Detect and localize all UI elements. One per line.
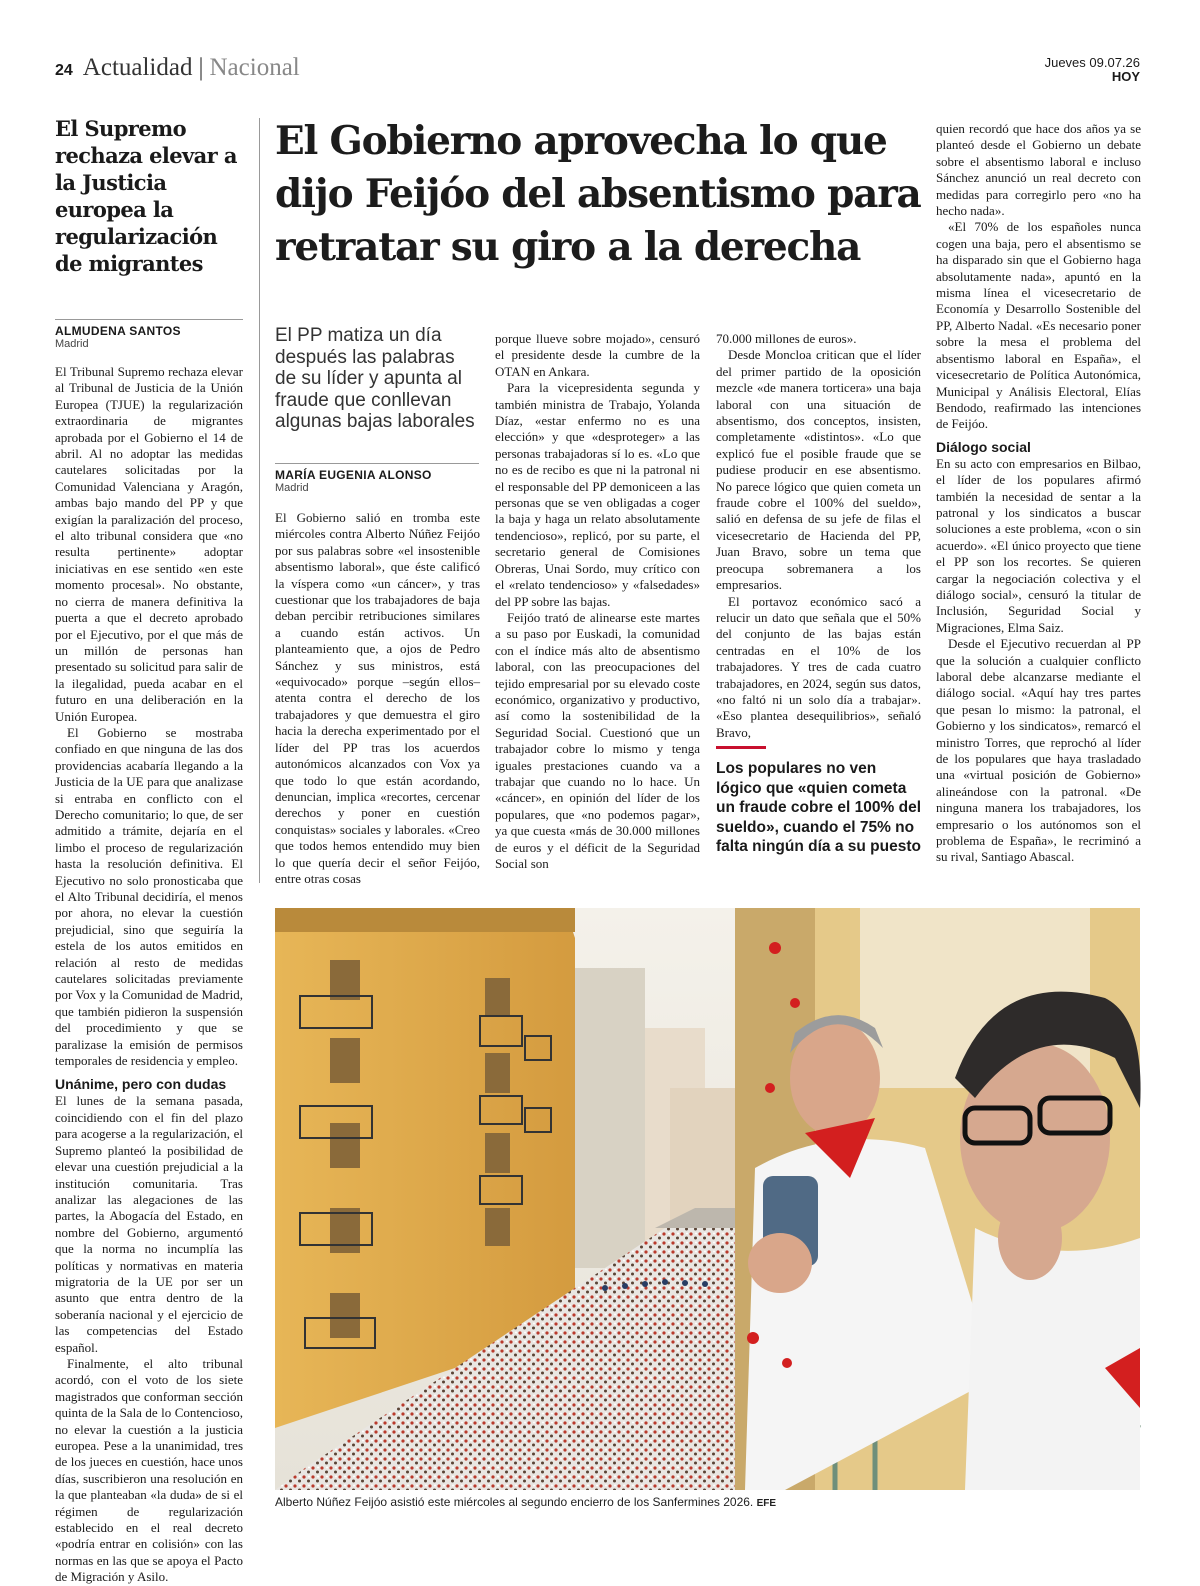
main-deck: El PP matiza un día después las palabras de su líder y apunta al fraude que conllevan algunas bajas laborales [275, 325, 475, 432]
side-article-title: El Supremo rechaza elevar a la Justicia europea la regularización de migrantes [55, 116, 237, 276]
paragraph: Finalmente, el alto tribunal acordó, con el voto de los siete magistrados que conforman sección quinta de la Sala de lo Contencioso, no elevar la cuestión a la justicia europea. Pese a la unanimidad, tres de los jueces en cuestión, hace unos días, suscribieron una resolución en la que planteaban «la duda» de si el régimen de regularización establecido en el real decreto «podría entrar en colisión» con las normas en las que se apoya el Pacto de Migración y Asilo. [55, 1355, 243, 1585]
photo-illustration [275, 908, 1140, 1490]
publication-name: HOY [1111, 69, 1140, 84]
paragraph: Desde el Ejecutivo recuerdan al PP que la solución a cualquier conflicto laboral debe alcanzarse mediante el diálogo social. «Aquí hay tres partes que pesan lo mismo: la patronal, el Gobierno y los sindicatos», remarcó el ministro Torres, que reprochó al líder de los populares que haya trasladado una «virtual posición de Gobierno» alineándose con la patronal. «De ninguna manera los trabajadores, los empresario o los autónomos son el problema de España», le recriminó a su rival, Santiago Abascal. [936, 636, 1141, 865]
news-photo [275, 908, 1140, 1490]
side-article-rule [55, 319, 243, 320]
page-number: 24 [55, 62, 73, 79]
side-article-body-2 [55, 1093, 243, 1585]
main-col-4 [936, 121, 1141, 866]
byline-rule [275, 463, 479, 464]
main-article-city: Madrid [275, 482, 309, 494]
col4-subhead: Diálogo social [936, 438, 1031, 455]
caption-text: Alberto Núñez Feijóo asistió este miércoles al segundo encierro de los Sanfermines 2026. [275, 1495, 754, 1509]
side-article-city: Madrid [55, 338, 89, 350]
paragraph: Feijóo trató de alinearse este martes a su paso por Euskadi, la comunidad con el índice más alto de absentismo laboral, con las preocupaciones del tejido empresarial por su elevado coste económico, organizativo y productivo, así como la sostenibilidad de la Seguridad Social. Cuestionó que un trabajador cobre lo mismo y tenga iguales prestaciones cuando va a trabajar que cuando no lo hace. Un «cáncer», en opinión del líder de los populares, que «no podemos pagar», ya que cuesta «más de 30.000 millones de euros y el déficit de la Seguridad Social son [495, 609, 700, 871]
subsection-name: Nacional [209, 54, 300, 81]
main-headline: El Gobierno aprovecha lo que dijo Feijóo del absentismo para retratar su giro a la derecha [275, 118, 921, 270]
paragraph: El Tribunal Supremo rechaza elevar al Tribunal de Justicia de la Unión Europea (TJUE) la regularización extraordinaria de migrantes aprobada por el Gobierno el 14 de abril. Al no adoptar las medidas cautelares solicitadas por la Comunidad Valenciana y Aragón, ambas bajo mando del PP y que exigían la paralización del proceso, el alto tribunal considera que «no resulta pertinente» adoptar iniciativas en ese sentido «en este momento procesal». No obstante, no cierra de manera definitiva la puerta a que el decreto aprobado por el Ejecutivo, por el que más de un millón de personas han presentado su solicitud para salir de la ilegalidad, pueda acabar en el futuro en una deliberación en la Unión Europea. [55, 364, 243, 724]
main-col-1 [275, 510, 480, 887]
pull-quote-text: Los populares no ven lógico que «quien cometa un fraude cobre el 100% del sueldo», cuando el 75% no falta ningún día a su puesto [716, 760, 922, 855]
paragraph: El Gobierno se mostraba confiado en que ninguna de las dos providencias acabaría llegando a la Justicia de la UE para que analizase si entraba en conflicto con el Derecho comunitario; lo que, de ser admitido a trámite, dejaría en el limbo el proceso de regularización hasta la resolución definitiva. El Ejecutivo no solo pronosticaba que el Alto Tribunal decidiría, el menos por ahora, no elevar la cuestión prejudicial, sino que seguiría la estela de los autos emitidos en relación al resto de medidas cautelares solicitadas previamente por Vox y la Comunidad de Madrid, que también pidieron la suspensión del procedimiento y que se paralizase la emisión de permisos temporales de residencia y empleo. [55, 724, 243, 1069]
main-col-2 [495, 331, 700, 872]
page-header [55, 54, 300, 84]
pull-quote [716, 746, 921, 857]
paragraph: quien recordó que hace dos años ya se planteó desde el Gobierno un debate sobre el absentismo laboral e incluso Sánchez anunció un real decreto con medidas para corregirlo pero «no ha hecho nada». [936, 121, 1141, 219]
photo-credit: EFE [756, 1498, 777, 1509]
paragraph: Desde Moncloa critican que el líder del primer partido de la oposición mezcle «de manera torticera» una baja laboral con una situación de absentismo, dos conceptos, insisten, completamente «distintos». «Lo que explicó fue el posible fraude que se pudiese producir en ese absentismo. No parece lógico que quien cometa un fraude cobre el 100% del sueldo», salió en defensa de su jefe de filas el vicesecretario de Hacienda del PP, Juan Bravo, sobre un tema que preocupa sobremanera a los empresarios. [716, 347, 921, 593]
column-divider [259, 118, 260, 883]
side-article [55, 115, 243, 1586]
paragraph: El lunes de la semana pasada, coincidiendo con el fin del plazo para acogerse a la regularización, el Supremo planteó la posibilidad de elevar una cuestión prejudicial a la institución comunitaria. Tras analizar las alegaciones de las partes, la Abogacía del Estado, en nombre del Gobierno, argumentó que la norma no incumplía las políticas y normativas en materia migratoria de la UE por ser un asunto que entra dentro de la soberanía nacional y el ejercicio de las competencias del Estado español. [55, 1093, 243, 1355]
side-article-subhead: Unánime, pero con dudas [55, 1076, 227, 1093]
paragraph: 70.000 millones de euros». [716, 331, 857, 346]
main-col-3 [716, 331, 921, 741]
side-article-body [55, 364, 243, 1069]
paragraph: En su acto con empresarios en Bilbao, el líder de los populares afirmó también la necesidad de sentar a la patronal y los sindicatos a buscar soluciones a este problema, «con o sin acuerdo». «El único proyecto que tiene el PP son los recortes. Se quieren cargar la negociación colectiva y el diálogo social», censuró la titular de Inclusión, Seguridad Social y Migraciones, Elma Saiz. [936, 455, 1141, 635]
paragraph: El portavoz económico sacó a relucir un dato que señala que el 50% del conjunto de las bajas están centradas en el 10% de los trabajadores. Y tres de cada cuatro trabajadores, en 2024, según sus datos, «no faltó ni un solo día a trabajar». «Eso plantea desequilibrios», señaló Bravo, [716, 593, 921, 740]
issue-date: Jueves 09.07.26 [1044, 55, 1140, 70]
section-name: Actualidad [82, 54, 193, 81]
paragraph: porque llueve sobre mojado», censuró el presidente desde la cumbre de la OTAN en Ankara. [495, 331, 700, 379]
paragraph: El Gobierno salió en tromba este miércoles contra Alberto Núñez Feijóo por sus palabras sobre «el insostenible absentismo laboral», que éste calificó la víspera como «un cáncer», y tras cuestionar que los trabajadores de baja deban percibir retribuciones similares a cuando están activos. Un planteamiento que, a ojos de Pedro Sánchez y sus ministros, está «equivocado» porque –según ellos– atenta contra el derecho de los trabajadores y que demuestra el giro hacia la derecha experimentado por el líder del PP tras los acuerdos autonómicos alcanzados con Vox ya que todo lo que están acordando, denuncian, implica «recortes, cercenar derechos y poner en cuestión conquistas» sociales y laborales. «Creo que todos hemos entendido muy bien lo que quería decir el señor Feijóo, entre otras cosas [275, 510, 480, 886]
header-meta [1045, 56, 1140, 84]
section-separator: | [198, 54, 204, 81]
photo-caption [275, 1495, 1140, 1509]
main-byline [275, 463, 479, 494]
paragraph: «El 70% de los españoles nunca cogen una baja, pero el absentismo se ha disparado sin que el Gobierno haga absolutamente nada», apuntó en la misma línea el vicesecretario de Economía y Desarrollo Sostenible del PP, Alberto Nadal. «Es necesario poner sobre la mesa el problema del absentismo laboral en España», el vicesecretario de Política Autonómica, Municipal y Análisis Electoral, Elías Bendodo, reafirmado las intenciones de Feijóo. [936, 219, 1141, 432]
paragraph: Para la vicepresidenta segunda y también ministra de Trabajo, Yolanda Díaz, «estar enfermo no es una elección» y que «desproteger» a las personas trabajadoras sí lo es. «Lo que no es de recibo es que ni la patronal ni el responsable del PP demoniceen a las personas que se ven obligadas a coger la baja y haga un relato absolutamente tendencioso», replicó, por su parte, el secretario general de Comisiones Obreras, Unai Sordo, muy crítico con el «relato tendencioso» y «falsedades» del PP sobre las bajas. [495, 380, 700, 609]
side-article-author: ALMUDENA SANTOS [55, 324, 181, 338]
pull-quote-accent [716, 746, 766, 749]
main-article-author: MARÍA EUGENIA ALONSO [275, 468, 432, 482]
